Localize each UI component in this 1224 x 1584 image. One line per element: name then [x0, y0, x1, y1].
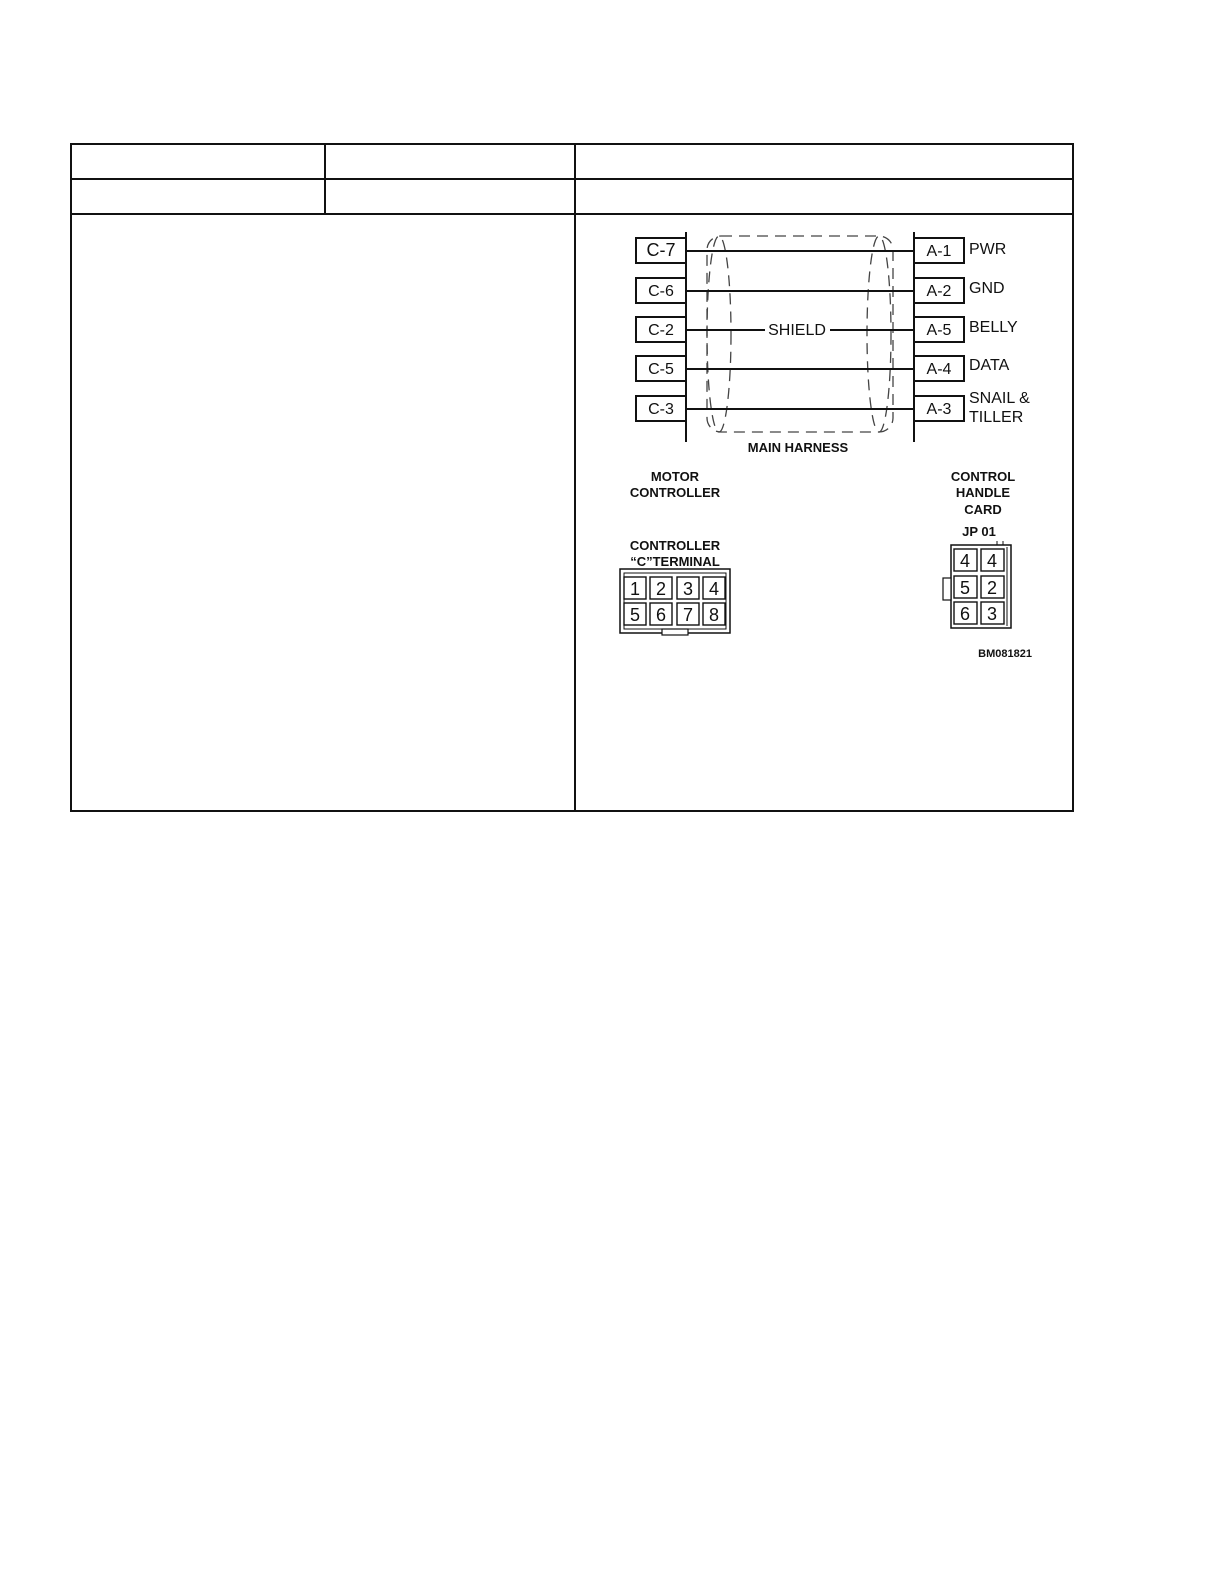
figure-id: BM081821 — [978, 648, 1032, 660]
terminal-pin-1 — [624, 577, 646, 599]
svg-text:C-5: C-5 — [648, 361, 674, 378]
signal-label-belly: BELLY — [969, 319, 1018, 336]
svg-text:4: 4 — [708, 579, 720, 599]
left-pin-c7 — [636, 238, 686, 263]
controller-terminal-label-2: “C”TERMINAL — [630, 554, 720, 569]
left-pin-c3 — [636, 396, 686, 421]
svg-text:A-3: A-3 — [926, 401, 952, 418]
left-pin-c2 — [636, 317, 686, 342]
svg-text:1: 1 — [629, 579, 641, 599]
shield-ellipse-right — [867, 236, 891, 432]
control-handle-label-1: CONTROL — [950, 469, 1016, 484]
svg-text:6: 6 — [655, 605, 667, 625]
left-pin-c5 — [636, 356, 686, 381]
terminal-pin-5 — [624, 603, 646, 625]
svg-text:5: 5 — [959, 578, 971, 598]
jp01-connector — [943, 541, 1011, 628]
svg-text:3: 3 — [682, 579, 694, 599]
jp01-pin-r1c1 — [954, 549, 977, 571]
signal-label-snail-1: SNAIL & — [969, 390, 1030, 407]
left-pin-c6 — [636, 278, 686, 303]
svg-text:2: 2 — [986, 578, 998, 598]
svg-text:C-7: C-7 — [646, 240, 676, 260]
terminal-pin-3 — [677, 577, 699, 599]
svg-text:6: 6 — [959, 604, 971, 624]
svg-text:4: 4 — [986, 551, 998, 571]
controller-terminal-label-1: CONTROLLER — [629, 538, 721, 553]
terminal-pin-7 — [677, 603, 699, 625]
svg-text:3: 3 — [986, 604, 998, 624]
jp01-pin-r2c2 — [981, 576, 1004, 598]
terminal-pin-8 — [703, 603, 725, 625]
control-handle-label-3: CARD — [964, 502, 1002, 517]
terminal-pin-6 — [650, 603, 672, 625]
right-pin-a5 — [914, 317, 964, 342]
svg-text:C-2: C-2 — [648, 322, 674, 339]
right-pin-a1 — [914, 238, 964, 263]
signal-label-gnd: GND — [969, 280, 1005, 297]
jp01-pin-r3c2 — [981, 602, 1004, 624]
svg-text:7: 7 — [682, 605, 694, 625]
jp01-pin-r3c1 — [954, 602, 977, 624]
motor-controller-label-1: MOTOR — [650, 469, 700, 484]
svg-text:A-1: A-1 — [926, 243, 952, 260]
shield-ellipse-left — [707, 236, 731, 432]
right-pin-a2 — [914, 278, 964, 303]
svg-text:A-5: A-5 — [926, 322, 952, 339]
controller-terminal-connector — [620, 569, 730, 635]
right-pin-a4 — [914, 356, 964, 381]
svg-text:8: 8 — [708, 605, 720, 625]
terminal-pin-4 — [703, 577, 725, 599]
svg-text:2: 2 — [655, 579, 667, 599]
jp01-pin-r2c1 — [954, 576, 977, 598]
terminal-pin-2 — [650, 577, 672, 599]
jp01-pin-r1c2 — [981, 549, 1004, 571]
signal-label-snail-2: TILLER — [969, 409, 1024, 426]
control-handle-label-2: HANDLE — [955, 485, 1011, 500]
signal-label-pwr: PWR — [969, 241, 1007, 258]
svg-text:C-6: C-6 — [648, 283, 674, 300]
svg-text:C-3: C-3 — [648, 401, 674, 418]
svg-text:4: 4 — [959, 551, 971, 571]
shield-label: SHIELD — [768, 322, 826, 339]
signal-label-data: DATA — [969, 357, 1010, 374]
right-pin-a3 — [914, 396, 964, 421]
motor-controller-label-2: CONTROLLER — [629, 485, 721, 500]
svg-text:A-4: A-4 — [926, 361, 952, 378]
jp01-label: JP 01 — [962, 524, 996, 539]
main-harness-label: MAIN HARNESS — [747, 440, 849, 455]
wiring-diagram — [0, 0, 1224, 700]
svg-text:5: 5 — [629, 605, 641, 625]
svg-text:A-2: A-2 — [926, 283, 952, 300]
